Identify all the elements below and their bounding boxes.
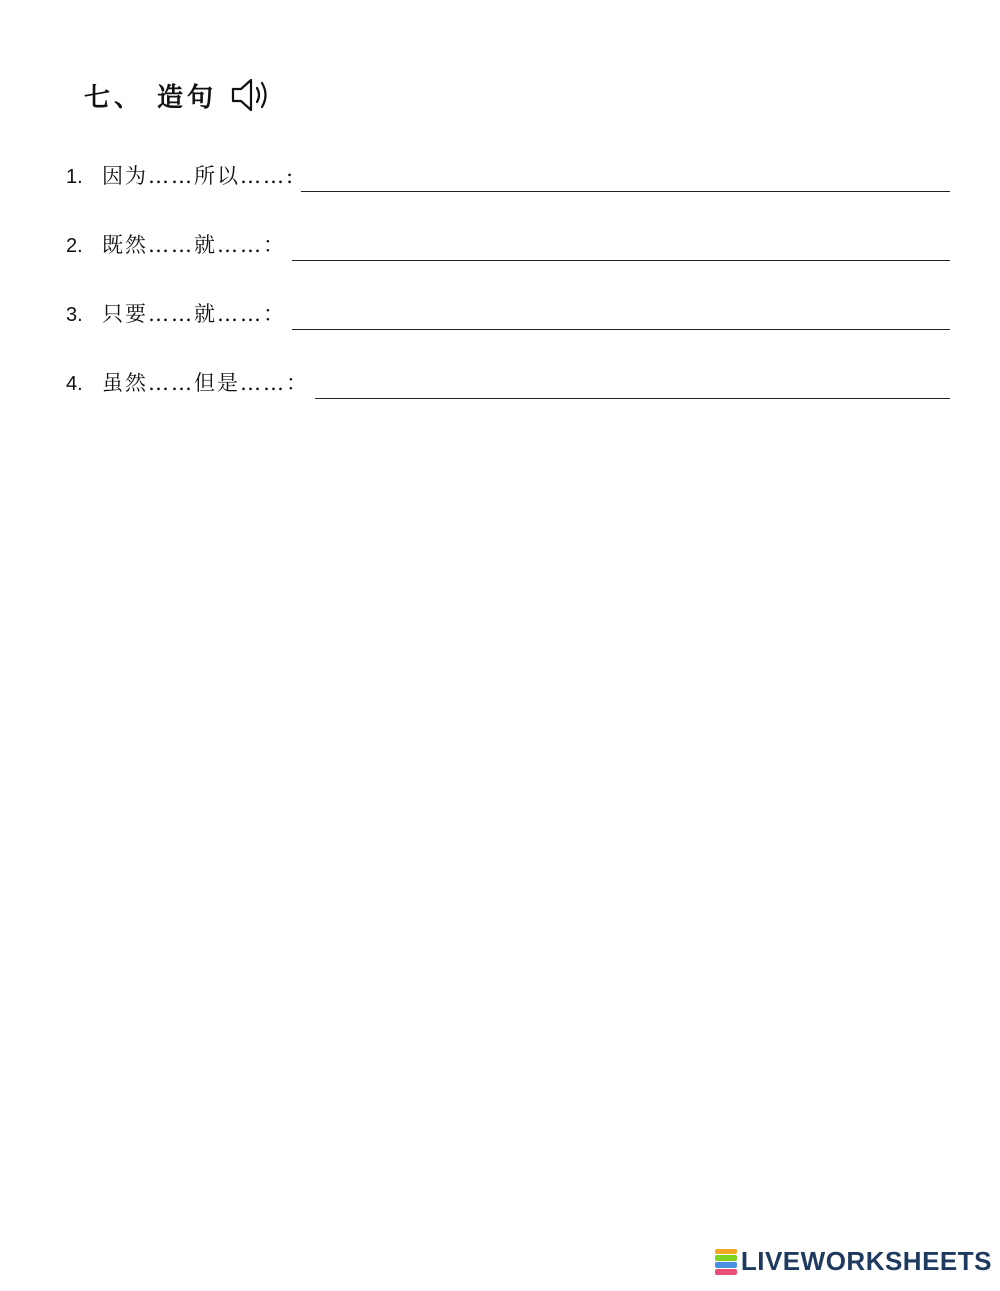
section-header	[84, 72, 275, 118]
answer-input-1[interactable]	[301, 161, 950, 192]
question-prompt: 既然……就……：	[102, 233, 286, 257]
speaker-icon[interactable]	[229, 75, 275, 115]
question-prompt: 只要……就……：	[102, 302, 286, 326]
question-number: 2.	[66, 235, 83, 257]
logo-block	[715, 1269, 737, 1275]
question-2	[66, 225, 950, 261]
liveworksheets-brand	[715, 1246, 992, 1277]
answer-input-3[interactable]	[292, 299, 950, 330]
question-1	[66, 156, 950, 192]
section-title: 七、 造句	[84, 82, 218, 113]
logo-block	[715, 1262, 737, 1268]
question-4	[66, 363, 950, 399]
logo-block	[715, 1255, 737, 1261]
brand-name: LIVEWORKSHEETS	[740, 1246, 992, 1276]
question-prompt: 因为……所以……:	[102, 164, 296, 188]
brand-logo-icon	[715, 1249, 737, 1275]
question-number: 1.	[66, 166, 83, 188]
logo-block	[715, 1249, 737, 1255]
question-prompt: 虽然……但是……：	[102, 371, 309, 395]
question-number: 4.	[66, 373, 83, 395]
question-3	[66, 294, 950, 330]
answer-input-4[interactable]	[315, 368, 950, 399]
question-number: 3.	[66, 304, 83, 326]
answer-input-2[interactable]	[292, 230, 950, 261]
